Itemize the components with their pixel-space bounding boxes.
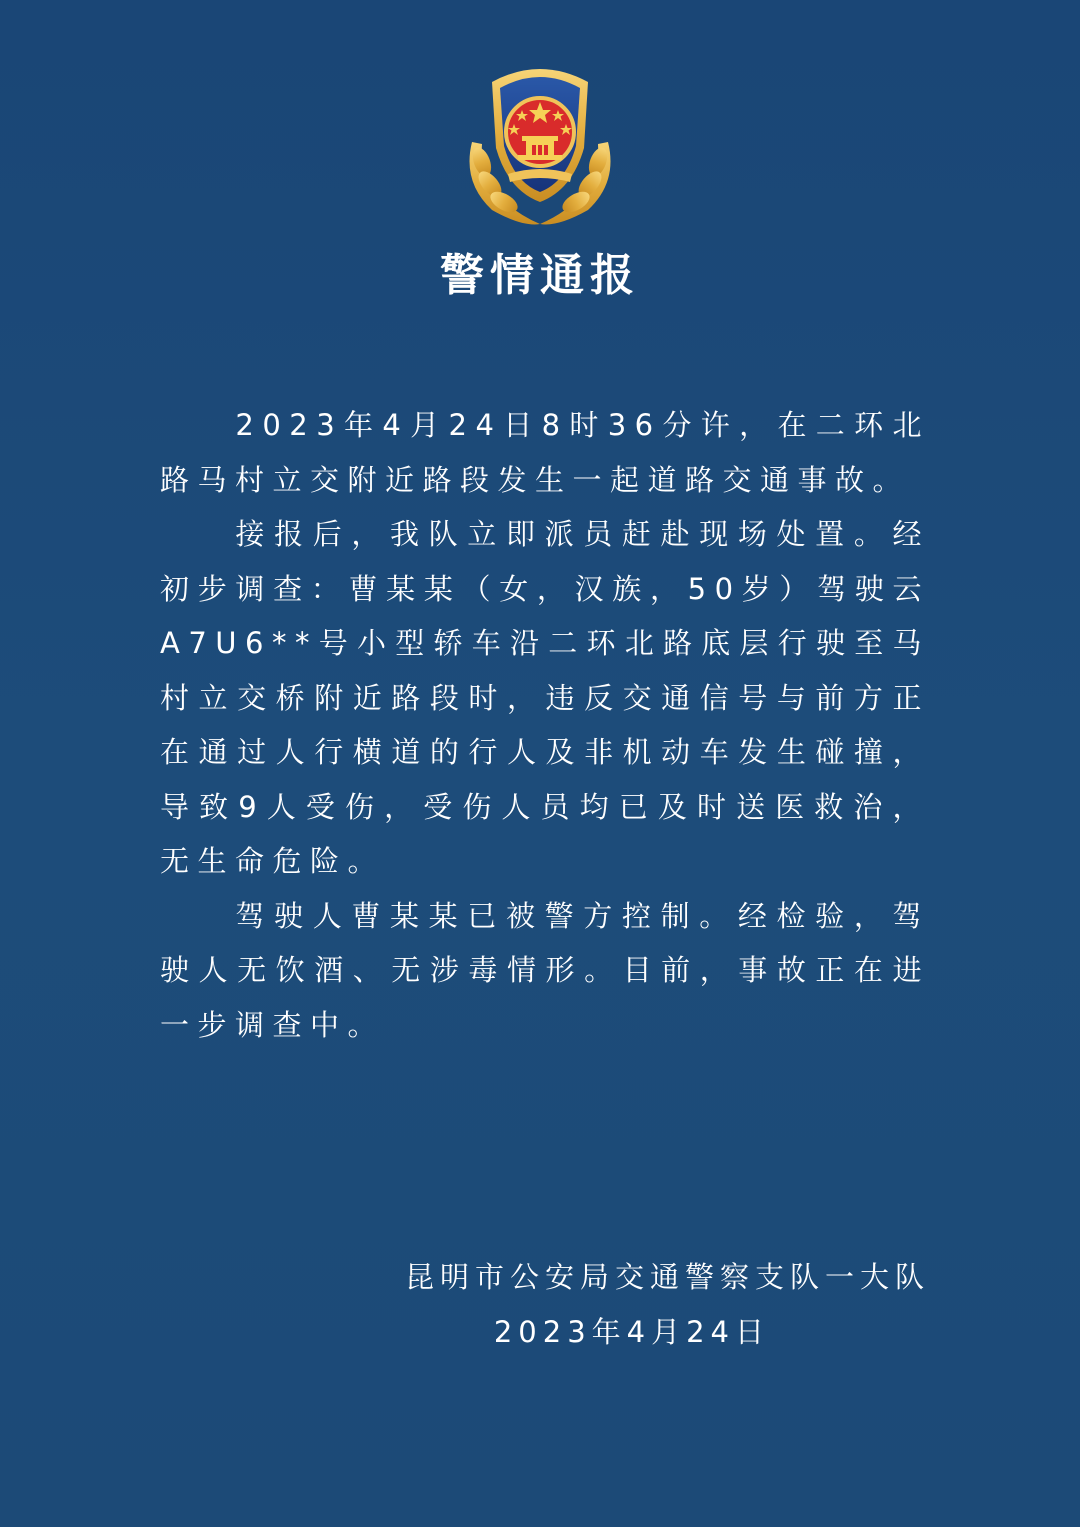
- notice-title: 警情通报: [440, 250, 640, 301]
- notice-body: [160, 398, 930, 1052]
- signature-block: [340, 1250, 930, 1360]
- notice-paragraph-3: 驾驶人曹某某已被警方控制。经检验，驾驶人无饮酒、无涉毒情形。目前，事故正在进一步调查中。: [160, 898, 930, 1042]
- notice-paragraph-2: 接报后，我队立即派员赶赴现场处置。经初步调查：曹某某（女，汉族，50岁）驾驶云A7U6**号小型轿车沿二环北路底层行驶至马村立交桥附近路段时，违反交通信号与前方正在通过人行横道的行人及非机动车发生碰撞，导致9人受伤，受伤人员均已及时送医救治，无生命危险。: [160, 517, 930, 878]
- notice-paragraph-1: 2023年4月24日8时36分许，在二环北路马村立交附近路段发生一起道路交通事故。: [160, 408, 930, 497]
- signature-organization: 昆明市公安局交通警察支队一大队: [404, 1260, 930, 1294]
- signature-date: 2023年4月24日: [493, 1315, 770, 1349]
- police-emblem-icon: [452, 52, 628, 228]
